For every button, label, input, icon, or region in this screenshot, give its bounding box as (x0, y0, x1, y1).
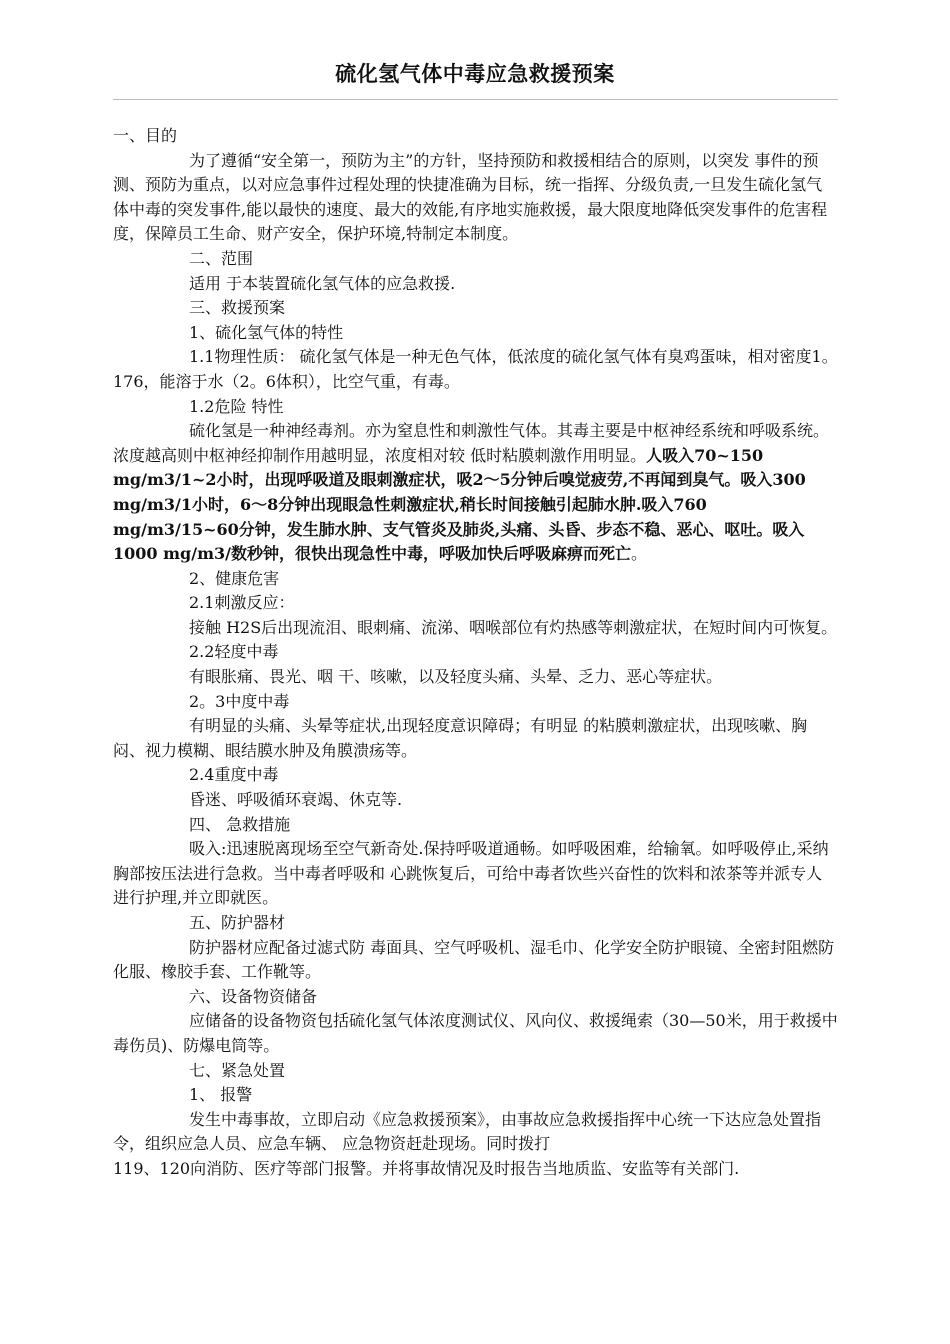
protective-equipment-heading: 五、防护器材 (189, 913, 286, 932)
equipment-storage-paragraph: 应储备的设备物资包括硫化氢气体浓度测试仪、风向仪、救援绳索（30—50米，用于救援中毒伤员)、防爆电筒等。 (113, 1011, 838, 1055)
physical-properties-paragraph: 1.1物理性质： 硫化氢气体是一种无色气体，低浓度的硫化氢气体有臭鸡蛋味，相对密度1。176，能溶于水（2。6体积），比空气重，有毒。 (113, 347, 838, 391)
first-aid-paragraph: 吸入:迅速脱离现场至空气新奇处.保持呼吸道通畅。如呼吸困难，给输氧。如呼吸停止,采纳胸部按压法进行急救。当中毒者呼吸和 心跳恢复后，可给中毒者饮些兴奋性的饮料和浓茶等并派专人进行护理,并立即就医。 (113, 839, 829, 908)
moderate-poisoning-heading: 2。3中度中毒 (189, 691, 290, 711)
severe-poisoning-heading: 2.4重度中毒 (189, 765, 279, 785)
hazard-heading: 1.2危险 特性 (189, 396, 284, 416)
alarm-paragraph-continued: 119、120向消防、医疗等部门报警。并将事故情况及时报告当地质监、安监等有关部门. (113, 1158, 740, 1178)
equipment-storage-heading: 六、设备物资储备 (189, 986, 318, 1006)
health-hazard-heading: 2、健康危害 (189, 568, 280, 588)
mild-poisoning-heading: 2.2轻度中毒 (189, 642, 279, 662)
purpose-heading: 一、目的 (113, 126, 178, 145)
hazard-exposure-text: 人吸入70~150 mg/m3/1~2小时，出现呼吸道及眼刺激症状，吸2～5分钟后嗅觉疲劳,不再闻到臭气。吸入300 mg/m3/1小时，6～8分钟出现眼急性刺激症状,稍长时间接触引起肺水肿.吸入760 mg/m3/15~60分钟，发生肺水肿、支气管炎及肺炎,头痛、头昏、步态不稳、恶心、呕吐。吸入1000 mg/m3/数秒钟，很快出现急性中毒，呼吸加快后呼吸麻痹而死亡 (113, 445, 806, 564)
hazard-text-end: 。 (630, 544, 647, 564)
severe-poisoning-paragraph: 昏迷、呼吸循环衰竭、休克等. (189, 790, 403, 810)
plan-heading: 三、救援预案 (189, 298, 286, 318)
document-title: 硫化氢气体中毒应急救援预案 (335, 62, 615, 86)
hazard-text: 硫化氢是一种神经毒剂。亦为窒息性和刺激性气体。其毒主要是中枢神经系统和呼吸系统。浓度越高则中枢神经抑制作用越明显，浓度相对较 低时粘膜刺激作用明显。 (113, 421, 830, 465)
title-divider (113, 99, 838, 100)
irritation-heading: 2.1刺激反应： (189, 593, 295, 613)
alarm-heading: 1、 报警 (189, 1085, 253, 1105)
first-aid-heading: 四、 急救措施 (189, 814, 291, 834)
emergency-handling-heading: 七、紧急处置 (189, 1060, 286, 1080)
purpose-paragraph: 为了遵循“安全第一，预防为主”的方针，坚持预防和救援相结合的原则，以突发 事件的预测、预防为重点，以对应急事件过程处理的快捷准确为目标，统一指挥、分级负责,一旦发生硫化氢气体中毒的突发事件,能以最快的速度、最大的效能,有序地实施救援，最大限度地降低突发事件的危害程度，保障员工生命、财产安全，保护环境,特制定本制度。 (113, 150, 828, 244)
scope-heading: 二、范围 (189, 248, 254, 268)
hazard-paragraph (113, 419, 838, 567)
mild-poisoning-paragraph: 有眼胀痛、畏光、咽 干、咳嗽，以及轻度头痛、头晕、乏力、恶心等症状。 (189, 667, 723, 687)
moderate-poisoning-paragraph: 有明显的头痛、头晕等症状,出现轻度意识障碍；有明显 的粘膜刺激症状，出现咳嗽、胸闷、视力模糊、眼结膜水肿及角膜溃疡等。 (113, 716, 808, 760)
protective-equipment-paragraph: 防护器材应配备过滤式防 毒面具、空气呼吸机、湿毛巾、化学安全防护眼镜、全密封阻燃防化服、橡胶手套、工作靴等。 (113, 937, 835, 982)
alarm-paragraph: 发生中毒事故，立即启动《应急救援预案》，由事故应急救援指挥中心统一下达应急处置指令，组织应急人员、应急车辆、 应急物资赶赴现场。同时拨打 (113, 1109, 822, 1154)
irritation-paragraph: 接触 H2S后出现流泪、眼刺痛、流涕、咽喉部位有灼热感等刺激症状，在短时间内可恢复。 (189, 617, 838, 637)
h2s-properties-heading: 1、硫化氢气体的特性 (189, 322, 344, 342)
scope-paragraph: 适用 于本装置硫化氢气体的应急救援. (189, 273, 456, 293)
document-body (113, 124, 838, 1182)
